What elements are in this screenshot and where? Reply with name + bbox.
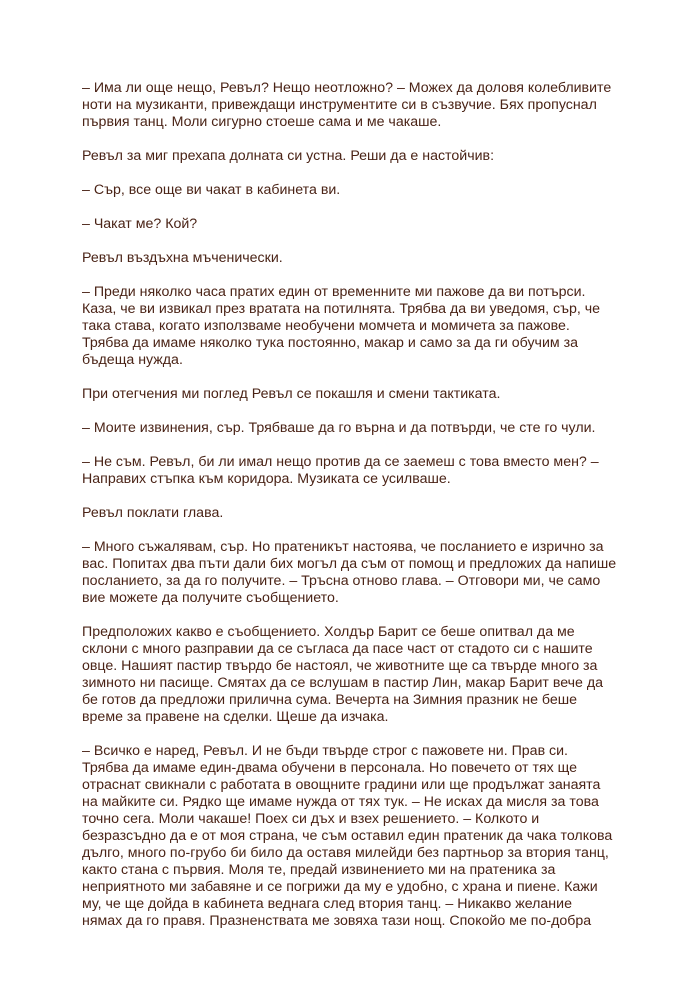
- text-line: Ревъл въздъхна мъченически.: [82, 250, 283, 266]
- text-line: време за правене на сделки. Щеше да изчака.: [82, 709, 389, 725]
- text-line: ноти на музиканти, привеждащи инструментите си в съзвучие. Бях пропуснал: [82, 97, 597, 113]
- text-line: вас. Попитах два пъти дали бих могъл да съм от помощ и предложих да напише: [82, 556, 617, 572]
- paragraph: [82, 216, 627, 233]
- text-line: дълго, много по-грубо би било да оставя милейди без партньор за втория танц,: [82, 845, 609, 861]
- text-line: зимното ни пасище. Смятах да се вслушам в пастир Лин, макар Барит вече да: [82, 675, 604, 691]
- text-line: – Има ли още нещо, Ревъл? Нещо неотложно? – Можех да доловя колебливите: [82, 80, 612, 96]
- paragraph: [82, 182, 627, 199]
- text-line: Каза, че ви извикал през вратата на потилнята. Трябва да ви уведомя, сър, че: [82, 301, 601, 317]
- text-line: При отегчения ми поглед Ревъл се покашля и смени тактиката.: [82, 386, 501, 402]
- paragraph: [82, 420, 627, 437]
- text-line: нямах да го правя. Празненствата ме зовяха тази нощ. Спокойо ме по-добра: [82, 913, 592, 929]
- paragraph: [82, 539, 627, 607]
- text-line: – Сър, все още ви чакат в кабинета ви.: [82, 182, 341, 198]
- paragraph: [82, 454, 627, 488]
- text-line: овце. Нашият пастир твърдо бе настоял, че животните ще са твърде много за: [82, 658, 598, 674]
- text-line: отраснат свикнали с работата в овощните градини или ще продължат занаята: [82, 777, 601, 793]
- text-line: – Моите извинения, сър. Трябваше да го върна и да потвърди, че сте го чули.: [82, 420, 596, 436]
- document-text: [82, 80, 627, 947]
- text-line: неприятното ми забавяне и се погрижи да му е удобно, с храна и пиене. Кажи: [82, 879, 598, 895]
- text-line: склони с много разправии да се съгласа да пасе част от стадото си с нашите: [82, 641, 593, 657]
- paragraph: [82, 250, 627, 267]
- text-line: точно сега. Моли чакаше! Поех си дъх и взех решението. – Колкото и: [82, 811, 540, 827]
- text-line: посланието, за да го получите. – Тръсна отново глава. – Отговори ми, че само: [82, 573, 601, 589]
- paragraph: [82, 624, 627, 726]
- text-line: Трябва да имаме няколко тука постоянно, макар и само за да ги обучим за: [82, 335, 578, 351]
- text-line: Ревъл за миг прехапа долната си устна. Реши да е настойчив:: [82, 148, 495, 164]
- paragraph: [82, 284, 627, 369]
- text-line: – Много съжалявам, сър. Но пратеникът настоява, че посланието е изрично за: [82, 539, 604, 555]
- paragraph: [82, 505, 627, 522]
- text-line: Направих стъпка към коридора. Музиката се усилваше.: [82, 471, 451, 487]
- text-line: първия танц. Моли сигурно стоеше сама и ме чакаше.: [82, 114, 442, 130]
- text-line: му, че ще дойда в кабинета веднага след втория танц. – Никакво желание: [82, 896, 572, 912]
- text-line: Трябва да имаме един-двама обучени в персонала. Но повечето от тях ще: [82, 760, 578, 776]
- text-line: както стана с първия. Моля те, предай извинението ми на пратеника за: [82, 862, 556, 878]
- text-line: бъдеща нужда.: [82, 352, 183, 368]
- text-line: – Чакат ме? Кой?: [82, 216, 198, 232]
- text-line: бе готов да предложи прилична сума. Вечерта на Зимния празник не беше: [82, 692, 578, 708]
- paragraph: [82, 80, 627, 131]
- text-line: безразсъдно да е от моя страна, че съм оставил един пратеник да чака толкова: [82, 828, 613, 844]
- paragraph: [82, 386, 627, 403]
- paragraph: [82, 148, 627, 165]
- text-line: – Не съм. Ревъл, би ли имал нещо против да се заемеш с това вместо мен? –: [82, 454, 599, 470]
- text-line: така става, когато използваме необучени момчета и момичета за пажове.: [82, 318, 570, 334]
- paragraph: [82, 743, 627, 930]
- text-line: вие можете да получите съобщението.: [82, 590, 339, 606]
- text-line: – Всичко е наред, Ревъл. И не бъди твърде строг с пажовете ни. Прав си.: [82, 743, 569, 759]
- text-line: на майките си. Рядко ще имаме нужда от тях тук. – Не исках да мисля за това: [82, 794, 599, 810]
- text-line: – Преди няколко часа пратих един от временните ми пажове да ви потърси.: [82, 284, 586, 300]
- text-line: Ревъл поклати глава.: [82, 505, 224, 521]
- text-line: Предположих какво е съобщението. Холдър Барит се беше опитвал да ме: [82, 624, 575, 640]
